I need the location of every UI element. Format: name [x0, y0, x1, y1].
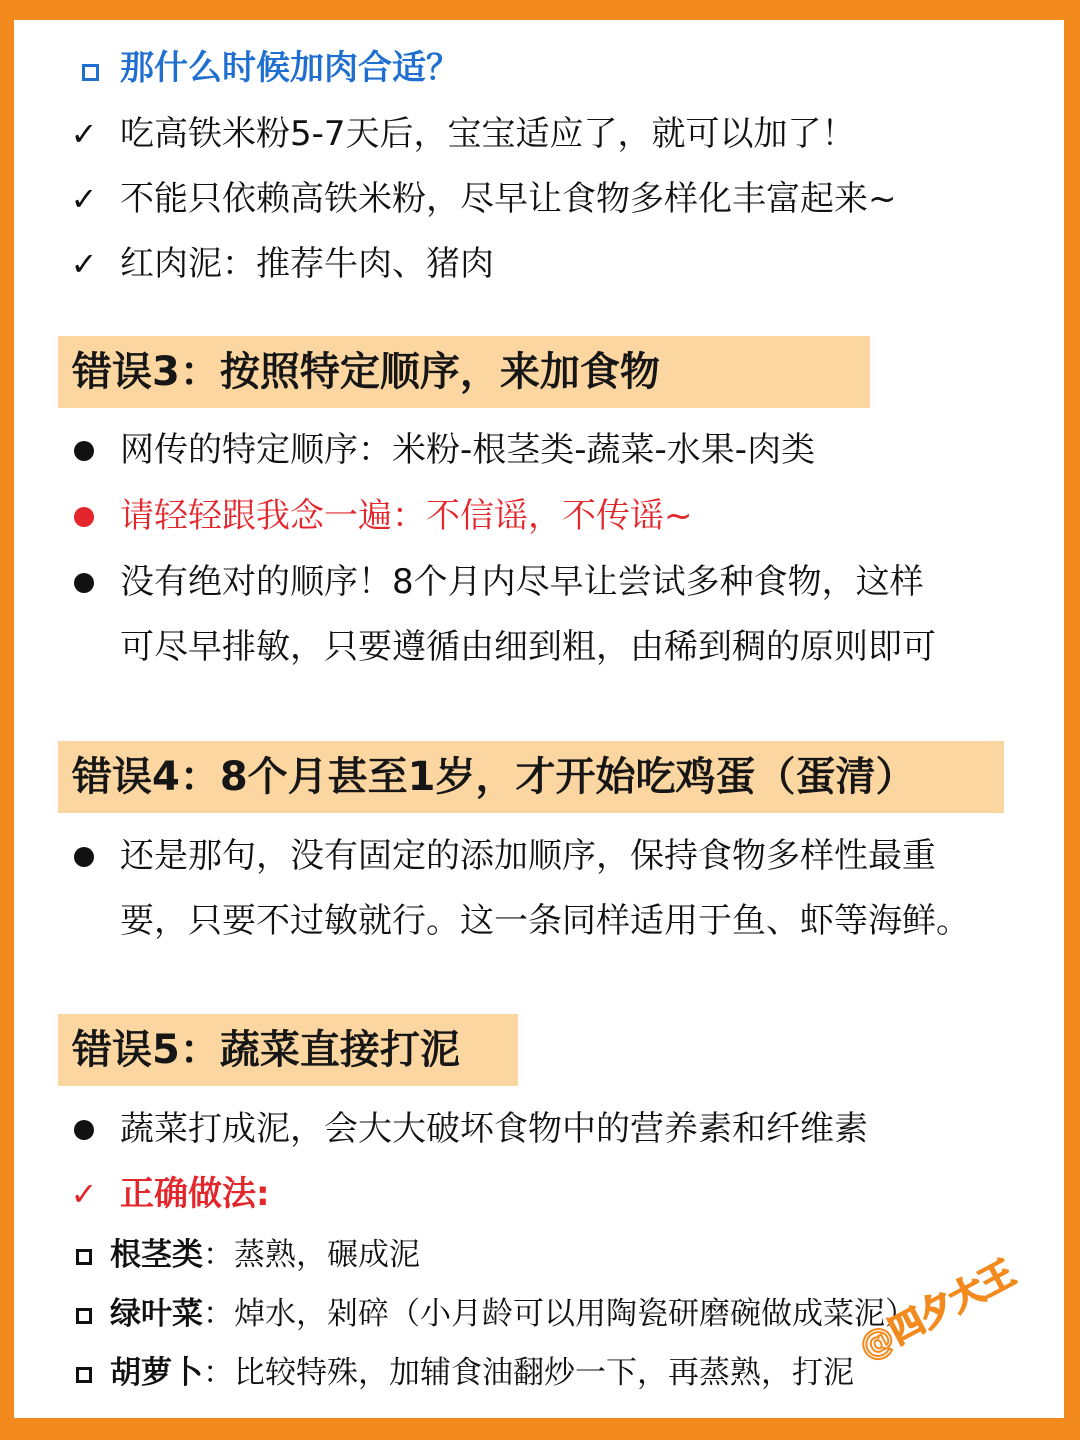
mistake4-item-continuation: 要，只要不过敏就行。这一条同样适用于鱼、虾等海鲜。	[120, 901, 970, 941]
mistake3-title: 错误3：按照特定顺序，来加食物	[72, 349, 660, 395]
check-icon: ✓	[70, 180, 98, 218]
method-row	[14, 1353, 1054, 1393]
checkbox-icon	[64, 1353, 104, 1393]
checkbox-icon	[64, 1294, 104, 1334]
method-name: 胡萝卜	[110, 1355, 203, 1391]
method-desc: ：比较特殊，加辅食油翻炒一下，再蒸熟，打泥	[203, 1355, 854, 1391]
author-watermark: @四夕大王	[852, 1252, 1022, 1369]
checkbox-icon	[64, 1235, 104, 1275]
bullet-icon	[64, 560, 104, 604]
mistake3-banner	[58, 336, 870, 408]
method-row	[14, 1235, 1054, 1275]
method-name: 根茎类	[110, 1237, 203, 1273]
mistake3-item: 网传的特定顺序：米粉-根茎类-蔬菜-水果-肉类	[14, 428, 1014, 472]
mistake3-item-highlight: 请轻轻跟我念一遍：不信谣，不传谣~	[14, 494, 1014, 538]
mistake5-item: 蔬菜打成泥，会大大破坏食物中的营养素和纤维素	[14, 1107, 1014, 1151]
mistake3-item-continuation: 可尽早排敏，只要遵循由细到粗，由稀到稠的原则即可	[120, 627, 936, 667]
correct-method-heading: ✓ 正确做法:	[14, 1172, 1014, 1216]
intro-item: ✓ 不能只依赖高铁米粉，尽早让食物多样化丰富起来~	[14, 177, 1014, 221]
check-icon: ✓	[70, 115, 98, 153]
method-name: 绿叶菜	[110, 1296, 203, 1332]
mistake5-banner	[58, 1014, 518, 1086]
mistake3-item: 没有绝对的顺序！8个月内尽早让尝试多种食物，这样	[14, 560, 1014, 604]
mistake4-item: 还是那句，没有固定的添加顺序，保持食物多样性最重	[14, 834, 1014, 878]
method-desc: ：蒸熟，碾成泥	[203, 1237, 420, 1273]
bullet-icon	[64, 834, 104, 878]
method-desc: ：焯水，剁碎（小月龄可以用陶瓷研磨碗做成菜泥）	[203, 1296, 916, 1332]
intro-question: 那什么时候加肉合适？	[120, 48, 460, 88]
check-icon: ✓	[70, 245, 98, 283]
intro-question-row	[14, 46, 1014, 90]
mistake4-title: 错误4：8个月甚至1岁，才开始吃鸡蛋（蛋清）	[72, 754, 916, 800]
red-bullet-icon	[64, 494, 104, 538]
mistake4-banner	[58, 741, 1004, 813]
bullet-icon	[64, 428, 104, 472]
red-check-icon: ✓	[70, 1175, 98, 1213]
checkbox-icon	[70, 48, 110, 92]
article-page	[14, 20, 1064, 1418]
intro-item: ✓ 吃高铁米粉5-7天后，宝宝适应了，就可以加了！	[14, 112, 1014, 156]
mistake5-title: 错误5：蔬菜直接打泥	[72, 1027, 460, 1073]
intro-item: ✓ 红肉泥：推荐牛肉、猪肉	[14, 242, 1014, 286]
bullet-icon	[64, 1107, 104, 1151]
